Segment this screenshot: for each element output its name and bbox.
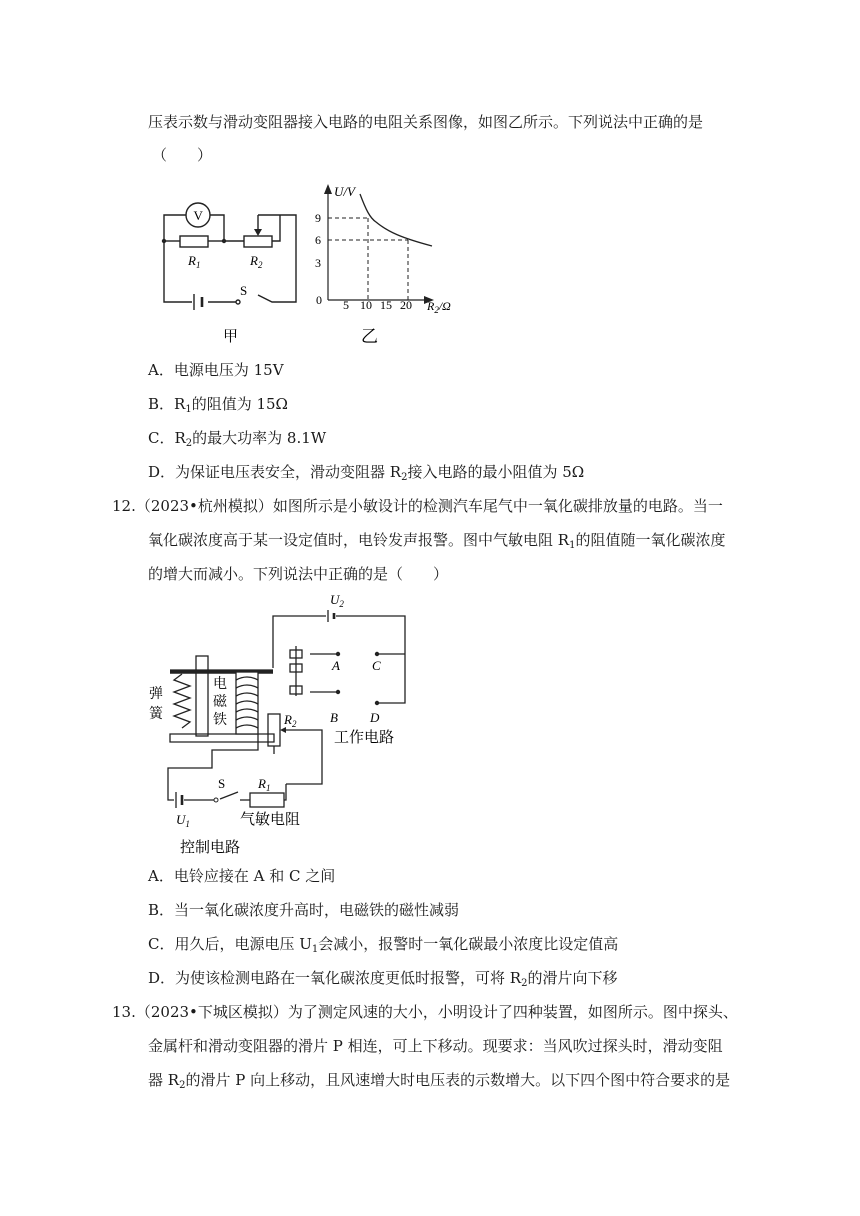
q13-stem-line-2: 金属杆和滑动变阻器的滑片 P 相连，可上下移动。现要求：当风吹过探头时，滑动变阻 [148, 1037, 723, 1055]
ytick-6: 6 [315, 233, 321, 247]
q11-option-c: C．$R_2$的最大功率为 8.1W [148, 429, 327, 449]
magnet-label-3: 铁 [213, 712, 227, 728]
gas-resistor-label: 气敏电阻 [240, 810, 301, 828]
q11-answer-bracket: （ ） [152, 146, 213, 164]
switch-s-label: S [218, 776, 226, 791]
q12-stem-line-1: 12.（2023•杭州模拟）如图所示是小敏设计的检测汽车尾气中一氧化碳排放量的电路。当一 [112, 497, 723, 515]
magnet-label-2: 磁 [213, 694, 227, 710]
xtick-20: 20 [400, 298, 412, 312]
xtick-10: 10 [360, 298, 372, 312]
fig-yi-caption: 乙 [361, 327, 378, 347]
graph-x-axis-label: $R_2/\Omega$ [427, 299, 451, 315]
q12-stem-line-2: 氧化碳浓度高于某一设定值时，电铃发声报警。图中气敏电阻 $R_1$的阻值随一氧化碳浓度 [148, 531, 726, 551]
q13-stem-line-3: 器 $R_2$的滑片 P 向上移动，且风速增大时电压表的示数增大。以下四个图中符合要求的是 [148, 1071, 731, 1091]
fig-jia-caption: 甲 [223, 327, 239, 345]
q12-option-d: D．为使该检测电路在一氧化碳浓度更低时报警，可将 $R_2$的滑片向下移 [148, 969, 618, 989]
xtick-0: 0 [316, 293, 322, 307]
r2-label: $R_2$ [284, 712, 297, 729]
ytick-3: 3 [315, 256, 321, 270]
q11-figure-jia [150, 195, 310, 350]
voltmeter-label: V [193, 208, 203, 223]
ytick-9: 9 [315, 211, 321, 225]
contact-c-label: C [372, 658, 381, 673]
r1-label: $R_1$ [188, 253, 201, 270]
graph-y-axis-label: U/V [334, 184, 355, 199]
contact-b-label: B [330, 710, 338, 725]
magnet-label-1: 电 [213, 676, 227, 692]
q12-option-b: B．当一氧化碳浓度升高时，电磁铁的磁性减弱 [148, 901, 460, 919]
q11-option-a: A．电源电压为 15V [148, 361, 284, 379]
control-circuit-label: 控制电路 [180, 838, 241, 856]
contact-d-label: D [370, 710, 380, 725]
xtick-5: 5 [343, 298, 349, 312]
q12-figure [140, 588, 430, 860]
xtick-15: 15 [380, 298, 392, 312]
switch-label: S [240, 283, 248, 298]
q12-option-a: A．电铃应接在 A 和 C 之间 [148, 867, 336, 885]
contact-a-label: A [332, 658, 340, 673]
q12-stem-line-3: 的增大而减小。下列说法中正确的是（ ） [148, 565, 449, 583]
q11-option-d: D．为保证电压表安全，滑动变阻器 $R_2$接入电路的最小阻值为 5Ω [148, 463, 585, 483]
q12-option-c: C．用久后，电源电压 $U_1$会减小，报警时一氧化碳最小浓度比设定值高 [148, 935, 619, 955]
q11-figure-yi [310, 176, 470, 352]
u1-label: $U_1$ [176, 812, 190, 829]
spring-label-1: 弹 [149, 686, 163, 702]
r2-label: $R_2$ [250, 253, 263, 270]
q11-intro-line: 压表示数与滑动变阻器接入电路的电阻关系图像，如图乙所示。下列说法中正确的是 [148, 113, 704, 131]
u2-label: $U_2$ [330, 592, 344, 609]
r1-label: $R_1$ [258, 776, 271, 793]
q13-stem-line-1: 13.（2023•下城区模拟）为了测定风速的大小，小明设计了四种装置，如图所示。图中探头、 [112, 1003, 738, 1021]
spring-label-2: 簧 [149, 706, 163, 722]
q11-option-b: B．$R_1$的阻值为 15Ω [148, 395, 288, 415]
working-circuit-label: 工作电路 [334, 728, 395, 746]
